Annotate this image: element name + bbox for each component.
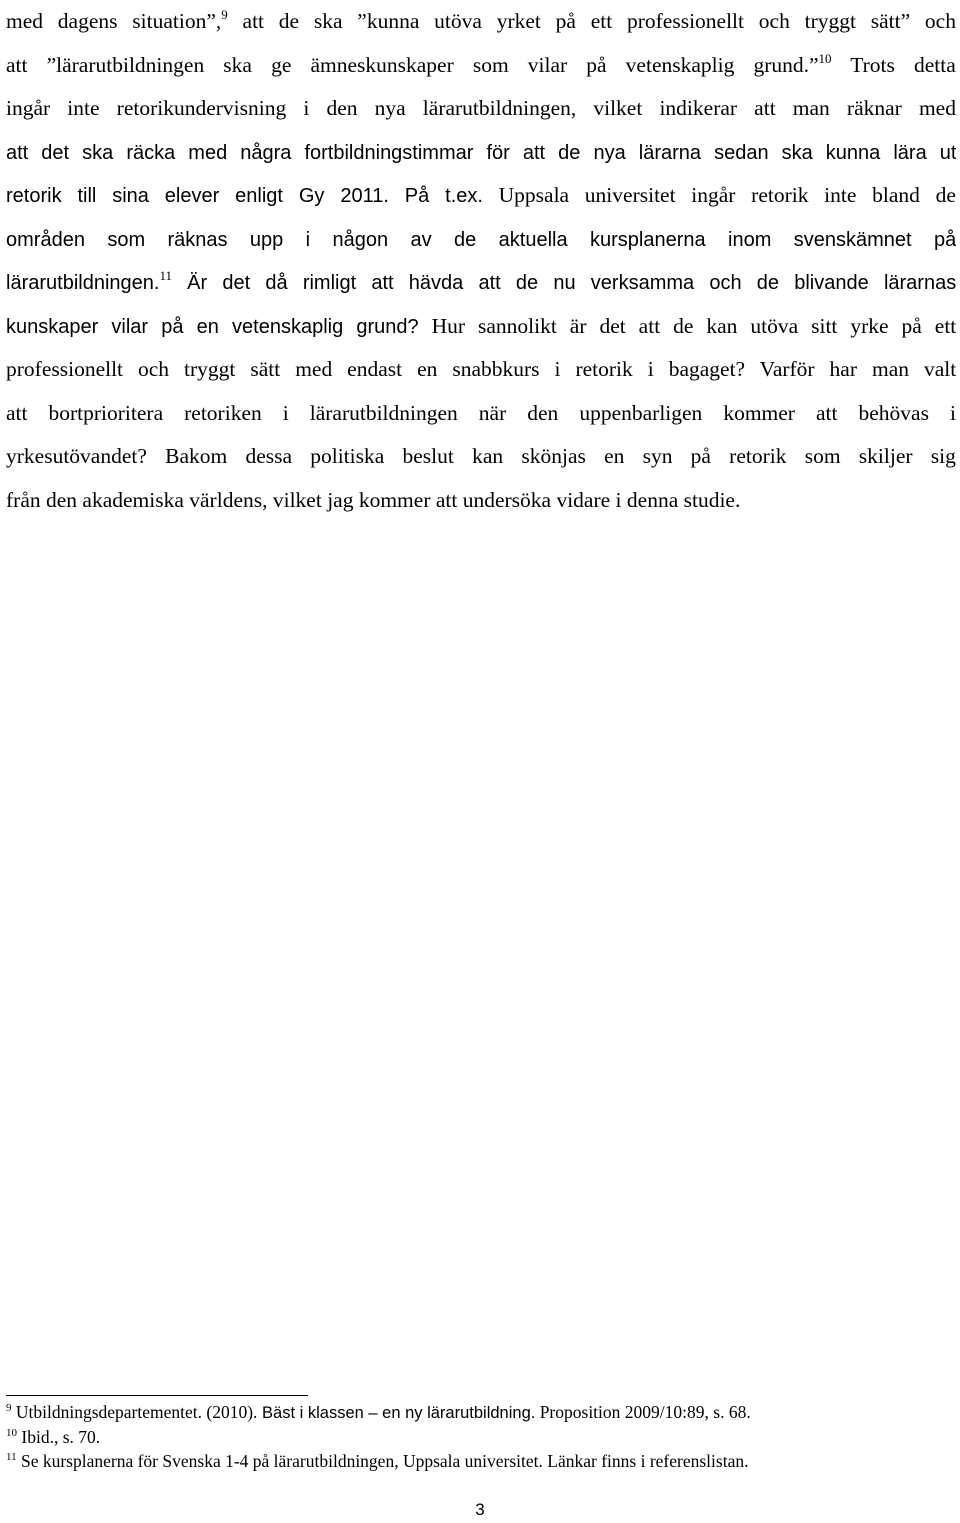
footnote-ref-9[interactable]: 9 xyxy=(221,7,228,22)
body-line xyxy=(6,131,956,175)
page-number: 3 xyxy=(475,1500,485,1519)
footnote-number: 11 xyxy=(6,1451,17,1463)
body-paragraph xyxy=(6,0,956,522)
line-segment: professionellt och tryggt sätt med endast en snabbkurs i retorik i bagaget? Varför har man valt xyxy=(6,357,956,381)
line-segment: Uppsala universitet ingår retorik inte bland de xyxy=(482,183,956,207)
line-segment: Är det då rimligt att hävda att de nu verksamma och de blivande lärarnas xyxy=(171,272,956,294)
line-segment: kunskaper vilar på en vetenskaplig grund? xyxy=(6,315,419,338)
body-line xyxy=(6,87,956,131)
body-line xyxy=(6,174,956,218)
line-segment: med dagens situation”, xyxy=(6,9,222,33)
footnote-text: Se kursplanerna för Svenska 1-4 på lärarutbildningen, Uppsala universitet. Länkar finns i referenslistan. xyxy=(16,1451,749,1471)
body-line xyxy=(6,392,956,436)
footnote-ref-11[interactable]: 11 xyxy=(159,268,172,283)
footnote-number: 9 xyxy=(6,1402,12,1414)
line-segment: att ”lärarutbildningen ska ge ämneskunskaper som vilar på vetenskaplig grund.” xyxy=(6,52,819,77)
line-segment: att de ska ”kunna utöva yrket på ett professionellt och tryggt sätt” och xyxy=(227,9,956,33)
body-line xyxy=(6,305,956,349)
line-segment: att bortprioritera retoriken i lärarutbildningen när den uppenbarligen kommer att behövas i xyxy=(6,400,956,425)
footnote-number: 10 xyxy=(6,1427,17,1439)
footnote-text: Utbildningsdepartementet. (2010). xyxy=(11,1402,258,1422)
footnote-ref-10[interactable]: 10 xyxy=(818,50,832,66)
body-line xyxy=(6,479,956,523)
footnote-11 xyxy=(6,1449,956,1473)
footnote-10 xyxy=(6,1425,956,1449)
line-segment: Trots detta xyxy=(831,52,956,77)
line-segment: att det ska räcka med några fortbildningstimmar för att de nya lärarna sedan ska kunna lära ut xyxy=(6,141,956,164)
line-segment: retorik till sina elever enligt Gy 2011. På t.ex. xyxy=(6,185,483,207)
body-line xyxy=(6,348,956,392)
body-line xyxy=(6,261,956,305)
line-segment: ingår inte retorikundervisning i den nya lärarutbildningen, vilket indikerar att man räknar med xyxy=(6,96,956,120)
line-segment: områden som räknas upp i någon av de aktuella kursplanerna inom svenskämnet på xyxy=(6,228,956,251)
footnote-separator xyxy=(6,1395,308,1396)
line-segment: Hur sannolikt är det att de kan utöva sitt yrke på ett xyxy=(418,313,956,338)
footnote-text: Ibid., s. 70. xyxy=(17,1427,101,1447)
line-segment: yrkesutövandet? Bakom dessa politiska beslut kan skönjas en syn på retorik som skiljer sig xyxy=(6,444,956,468)
line-segment: lärarutbildningen. xyxy=(6,272,160,294)
body-line xyxy=(6,0,956,44)
body-line xyxy=(6,218,956,262)
footnote-9 xyxy=(6,1400,956,1425)
line-segment: från den akademiska världens, vilket jag kommer att undersöka vidare i denna studie. xyxy=(6,487,741,512)
footnote-text: Proposition 2009/10:89, s. 68. xyxy=(535,1402,751,1422)
body-line xyxy=(6,44,956,88)
footnote-title: Bäst i klassen – en ny lärarutbildning. xyxy=(257,1404,536,1422)
body-line xyxy=(6,435,956,479)
footnotes xyxy=(6,1400,956,1473)
